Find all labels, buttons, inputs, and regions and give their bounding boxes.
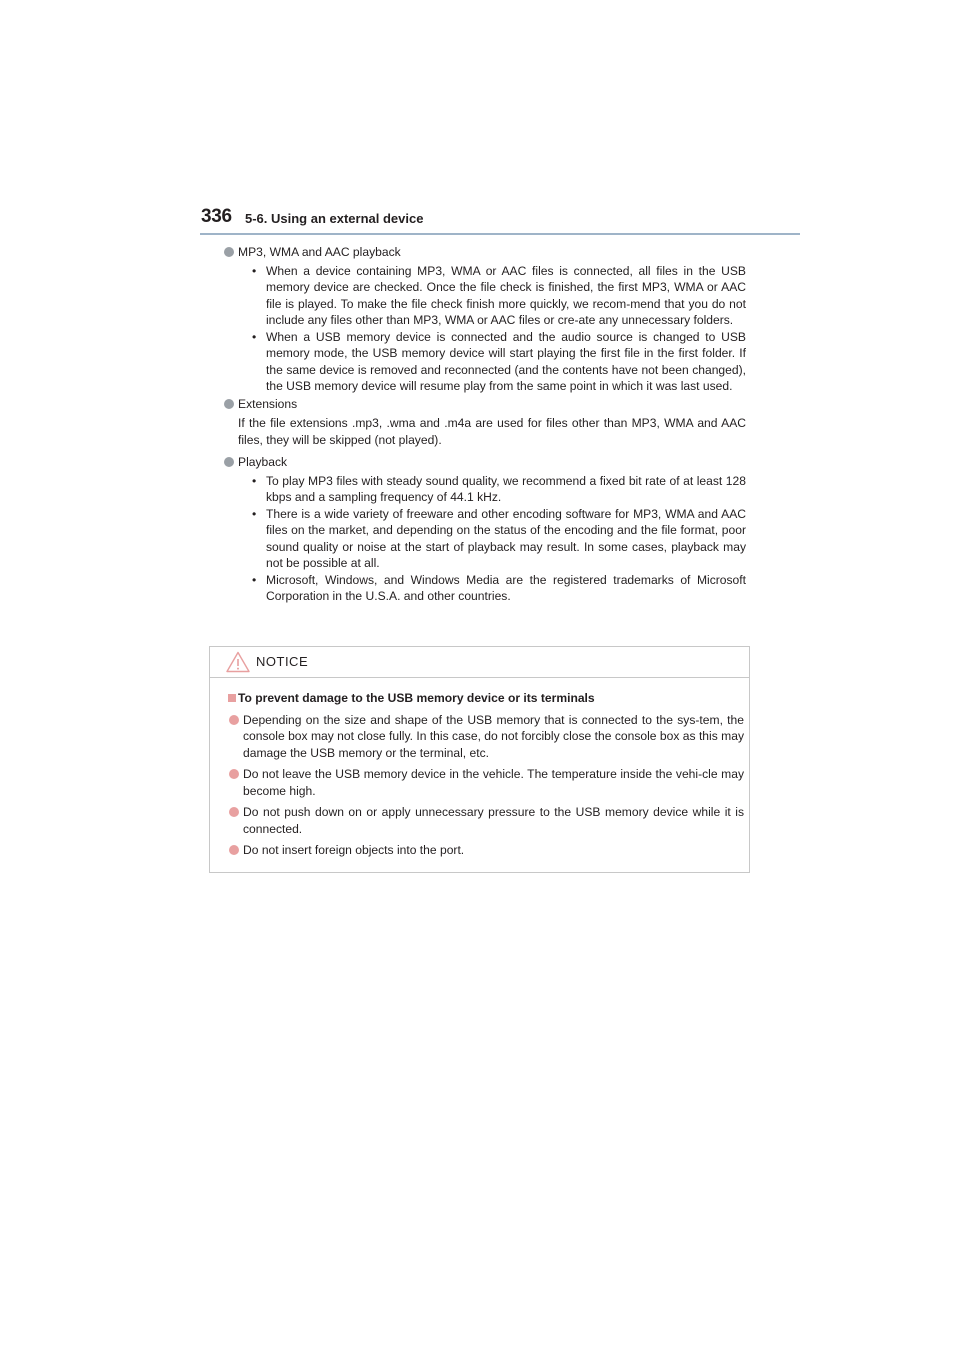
topic-title: Playback	[238, 455, 288, 469]
bullet-dot-icon	[229, 715, 239, 725]
list-item: • When a USB memory device is connected and the audio source is changed to USB memory mode, the USB memory device will start playing the first file in the first folder. If the same device is removed and reconnected (and the contents have not been changed), the USB memory device will resume play from the same point in which it was last used.	[252, 329, 746, 393]
list-item: • Microsoft, Windows, and Windows Media are the registered trademarks of Microsoft Corporation in the U.S.A. and other countries.	[252, 572, 746, 603]
notice-label: NOTICE	[256, 654, 309, 669]
notice-header	[210, 647, 749, 678]
topic-extensions	[224, 396, 746, 449]
notice-heading: To prevent damage to the USB memory device or its terminals	[228, 690, 744, 707]
section-title: 5-6. Using an external device	[245, 211, 424, 226]
notice-item: Do not insert foreign objects into the port.	[228, 842, 744, 859]
list-item: • To play MP3 files with steady sound quality, we recommend a fixed bit rate of at least 128 kbps and a sampling frequency of 44.1 kHz.	[252, 473, 746, 504]
bullet-dot-icon	[229, 769, 239, 779]
topic-playback	[224, 454, 746, 605]
bullet-dot-icon	[229, 845, 239, 855]
topic-heading	[238, 244, 746, 261]
square-bullet-icon	[228, 694, 236, 702]
bullet-dot-icon	[224, 457, 234, 467]
notice-box	[209, 646, 750, 873]
bullet-dot-icon	[224, 399, 234, 409]
topic-title: MP3, WMA and AAC playback	[238, 245, 401, 259]
topic-paragraph: If the file extensions .mp3, .wma and .m4a are used for files other than MP3, WMA and AAC files, they will be skipped (not played).	[238, 416, 746, 447]
bullet-dot-icon	[224, 247, 234, 257]
notice-item: Depending on the size and shape of the USB memory that is connected to the sys-tem, the console box may not close fully. In this case, do not forcibly close the console box as this may damage the USB memory or the terminal, etc.	[228, 712, 744, 762]
topic-heading	[238, 454, 746, 471]
notice-body	[228, 690, 744, 859]
list-item: • When a device containing MP3, WMA or AAC files is connected, all files in the USB memory device are checked. Once the file check is finished, the first MP3, WMA or AAC file is played. To make the file check finish more quickly, we recom-mend that you do not include any files other than MP3, WMA or AAC files or cre-ate any unnecessary folders.	[252, 263, 746, 327]
page-number: 336	[201, 206, 232, 227]
topic-mp3-playback	[224, 244, 746, 395]
warning-triangle-icon	[226, 651, 250, 673]
main-content	[224, 244, 746, 605]
notice-item: Do not leave the USB memory device in the vehicle. The temperature inside the vehi-cle may become high.	[228, 766, 744, 799]
list-item: • There is a wide variety of freeware and other encoding software for MP3, WMA and AAC files on the market, and depending on the status of the encoding and the file format, poor sound quality or noise at the start of playback may result. In some cases, playback may not be possible at all.	[252, 506, 746, 570]
page-header	[200, 206, 800, 234]
notice-item: Do not push down on or apply unnecessary pressure to the USB memory device while it is connected.	[228, 804, 744, 837]
bullet-dot-icon	[229, 807, 239, 817]
header-divider	[200, 233, 800, 235]
topic-heading	[238, 396, 746, 413]
topic-title: Extensions	[238, 396, 298, 411]
